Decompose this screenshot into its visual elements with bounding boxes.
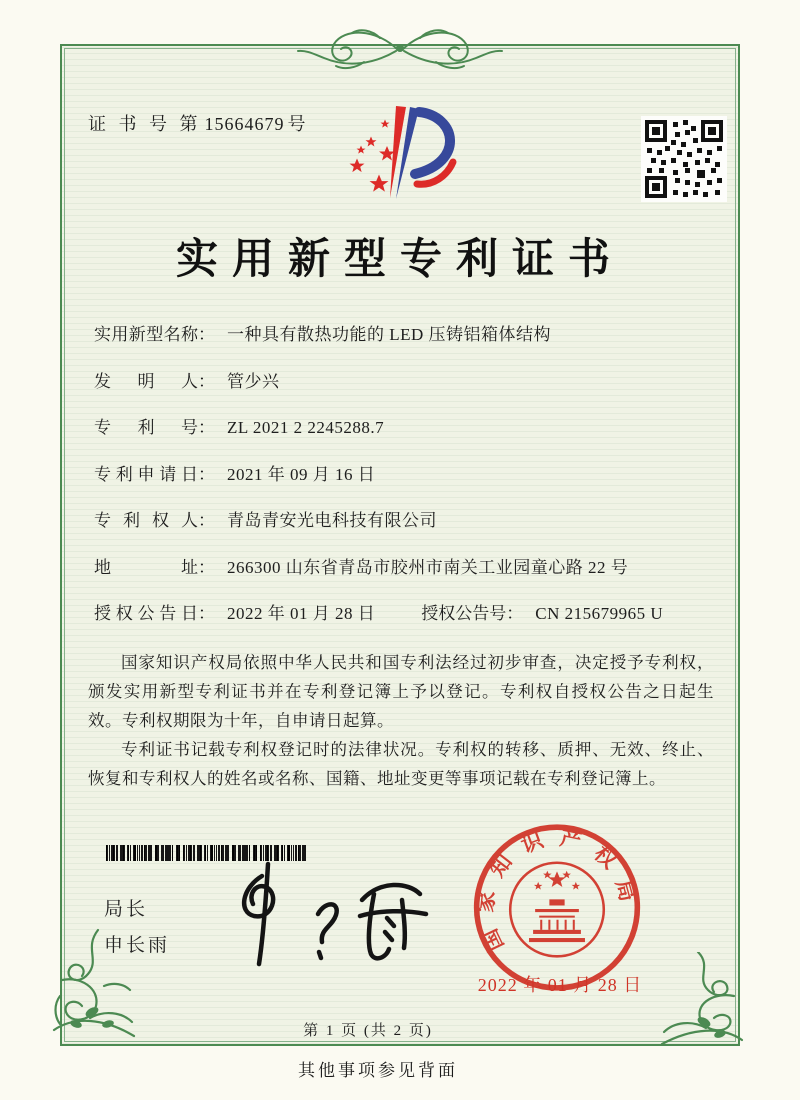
officer-title: 局长	[104, 899, 149, 920]
seal-agency-text: 国家知识产权局	[473, 825, 640, 955]
certificate-title: 实用新型专利证书	[175, 237, 624, 283]
field-value: 2021 年 09 月 16 日	[227, 464, 376, 484]
field-value: 青岛青安光电科技有限公司	[227, 511, 437, 530]
field-row-address: 地址： 266300 山东省青岛市胶州市南关工业园童心路 22 号	[94, 557, 629, 577]
legal-text	[88, 648, 714, 793]
official-seal-icon	[468, 818, 646, 996]
field-label: 实用新型名称	[94, 325, 198, 344]
field-value: 一种具有散热功能的 LED 压铸铝箱体结构	[227, 325, 552, 344]
field-label: 地址	[94, 557, 198, 577]
officer-name: 申长雨	[104, 935, 171, 956]
field-row-grant-date: 授权公告日： 2022 年 01 月 28 日 授权公告号： CN 215679965 U	[94, 604, 664, 623]
field-value: 266300 山东省青岛市胶州市南关工业园童心路 22 号	[227, 557, 629, 577]
field-list	[94, 324, 714, 650]
cnipa-logo-icon	[333, 96, 465, 208]
officer-block	[104, 892, 170, 964]
signature-icon	[222, 858, 437, 970]
certificate-number-value: 15664679	[204, 114, 285, 134]
field-label: 授权公告日	[94, 604, 198, 623]
legal-paragraph-2: 专利证书记载专利权登记时的法律状况。专利权的转移、质押、无效、终止、恢复和专利权人的姓名或名称、国籍、地址变更等事项记载在专利登记簿上。	[88, 740, 714, 788]
field-row-filing-date: 专利申请日： 2021 年 09 月 16 日	[94, 464, 376, 484]
top-flourish-ornament-icon	[284, 20, 516, 74]
field-value: CN 215679965 U	[535, 604, 664, 623]
national-emblem-icon	[510, 863, 604, 957]
legal-paragraph-1: 国家知识产权局依照中华人民共和国专利法经过初步审查，决定授予专利权，颁发实用新型专利证书并在专利登记簿上予以登记。专利权自授权公告之日起生效。专利权期限为十年，自申请日起算。	[88, 653, 714, 730]
field-label: 专利申请日	[94, 464, 198, 484]
certificate-number-prefix: 证 书 号 第	[88, 114, 202, 134]
qr-code-icon	[641, 116, 727, 202]
field-label: 专利权人	[94, 511, 198, 530]
certificate-number-suffix: 号	[287, 114, 307, 134]
field-row-patent-number: 专利号： ZL 2021 2 2245288.7	[94, 418, 385, 437]
field-row-utility-name: 实用新型名称： 一种具有散热功能的 LED 压铸铝箱体结构	[94, 325, 552, 344]
field-row-inventor: 发明人： 管少兴	[94, 371, 280, 391]
field-label: 专利号	[94, 418, 198, 437]
field-value: 管少兴	[227, 371, 280, 391]
field-row-patentee: 专利权人： 青岛青安光电科技有限公司	[94, 511, 437, 530]
back-side-note: 其他事项参见背面	[298, 1061, 458, 1080]
certificate-number	[88, 110, 307, 136]
field-grant-number: 授权公告号： CN 215679965 U	[421, 604, 664, 623]
field-label: 发明人	[94, 371, 198, 391]
svg-text:国家知识产权局	[472, 825, 640, 955]
field-value: ZL 2021 2 2245288.7	[227, 418, 385, 437]
seal-date: 2022 年 01 月 28 日	[477, 975, 643, 995]
field-value: 2022 年 01 月 28 日	[227, 604, 376, 623]
field-label: 授权公告号	[421, 604, 507, 623]
page-number: 第 1 页 (共 2 页)	[303, 1023, 433, 1039]
